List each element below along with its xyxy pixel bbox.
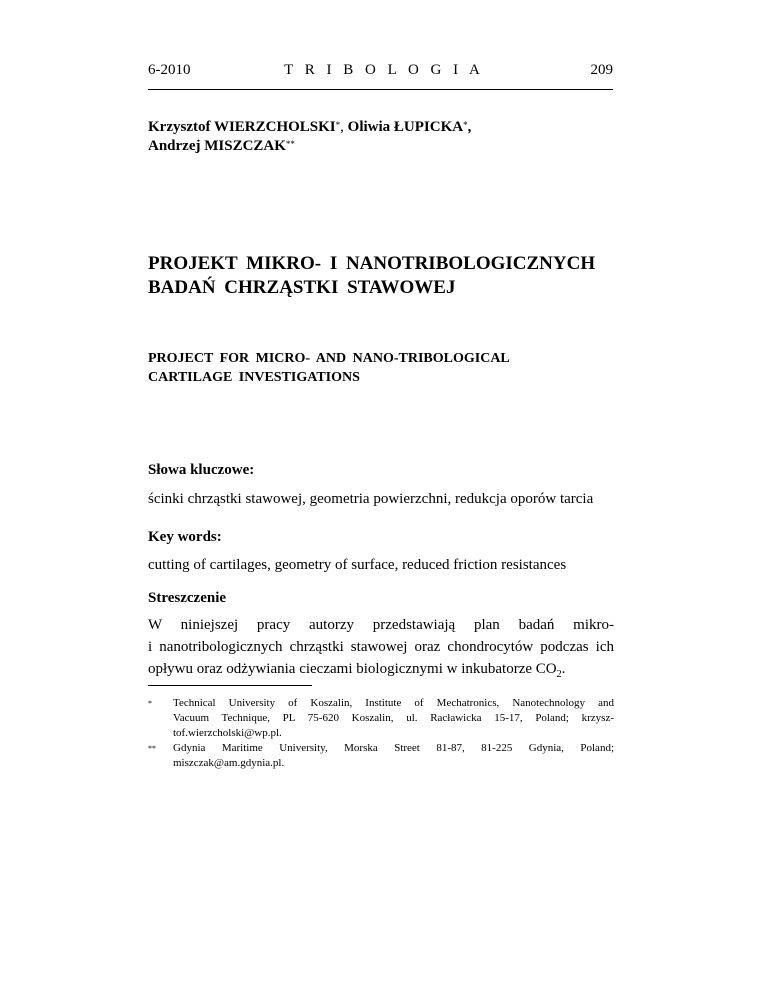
abstract-co2-subscript: 2	[556, 669, 562, 680]
title-polish-line-2: BADAŃ CHRZĄSTKI STAWOWEJ	[148, 277, 456, 298]
issue-number: 6-2010	[148, 62, 191, 78]
footnote-1-mark: *	[148, 699, 152, 708]
abstract-body	[148, 614, 614, 680]
author-1: Krzysztof WIERZCHOLSKI	[148, 119, 336, 135]
footnote-2	[148, 741, 614, 771]
footnote-2-mark: **	[148, 744, 156, 753]
title-english-line-2: CARTILAGE INVESTIGATIONS	[148, 370, 360, 385]
author-line-2	[148, 137, 471, 156]
footnote-1-line-2: Vacuum Technique, PL 75-620 Koszalin, ul. Racławicka 15-17, Poland; krzysz-	[173, 712, 614, 724]
title-polish	[148, 252, 595, 300]
author-3-mark: **	[285, 139, 295, 149]
title-polish-line-1: PROJEKT MIKRO- I NANOTRIBOLOGICZNYCH	[148, 253, 596, 274]
abstract-line-3-end: .	[561, 661, 566, 677]
footnote-2-line-1: Gdynia Maritime University, Morska Street 81-87, 81-225 Gdynia, Poland;	[173, 742, 614, 754]
keywords-pl-heading: Słowa kluczowe:	[148, 462, 255, 478]
author-2-mark: *	[463, 120, 468, 130]
author-line-1	[148, 118, 471, 137]
footnote-1-line-1: Technical University of Koszalin, Institute of Mechatronics, Nanotechnology and	[173, 697, 614, 709]
footnote-1	[148, 696, 614, 741]
header-rule	[148, 89, 613, 90]
journal-name: T R I B O L O G I A	[284, 62, 484, 78]
abstract-line-3-text: opływu oraz odżywiania cieczami biologicznymi w inkubatorze CO	[148, 661, 557, 677]
keywords-pl-text: ścinki chrząstki stawowej, geometria powierzchni, redukcja oporów tarcia	[148, 491, 594, 507]
author-2: Oliwia ŁUPICKA	[347, 119, 464, 135]
author-3: Andrzej MISZCZAK	[148, 138, 286, 154]
keywords-en-text: cutting of cartilages, geometry of surface, reduced friction resistances	[148, 557, 567, 573]
abstract-line-1: W niniejszej pracy autorzy przedstawiają plan badań mikro-	[148, 617, 614, 633]
keywords-en-heading: Key words:	[148, 529, 222, 545]
footnote-1-line-3: tof.wierzcholski@wp.pl.	[173, 727, 282, 739]
abstract-line-3	[148, 658, 614, 680]
author-list	[148, 118, 471, 156]
abstract-heading: Streszczenie	[148, 590, 227, 606]
author-1-mark: *	[335, 120, 341, 130]
page-number: 209	[590, 62, 613, 78]
footnote-rule	[148, 685, 312, 686]
abstract-line-2: i nanotribologicznych chrząstki stawowej oraz chondrocytów podczas ich	[148, 639, 614, 655]
author-separator-1: ,	[340, 119, 348, 135]
footnote-2-line-2: miszczak@am.gdynia.pl.	[173, 757, 285, 769]
author-separator-2: ,	[467, 119, 472, 135]
title-english-line-1: PROJECT FOR MICRO- AND NANO-TRIBOLOGICAL	[148, 351, 510, 366]
title-english	[148, 349, 510, 387]
